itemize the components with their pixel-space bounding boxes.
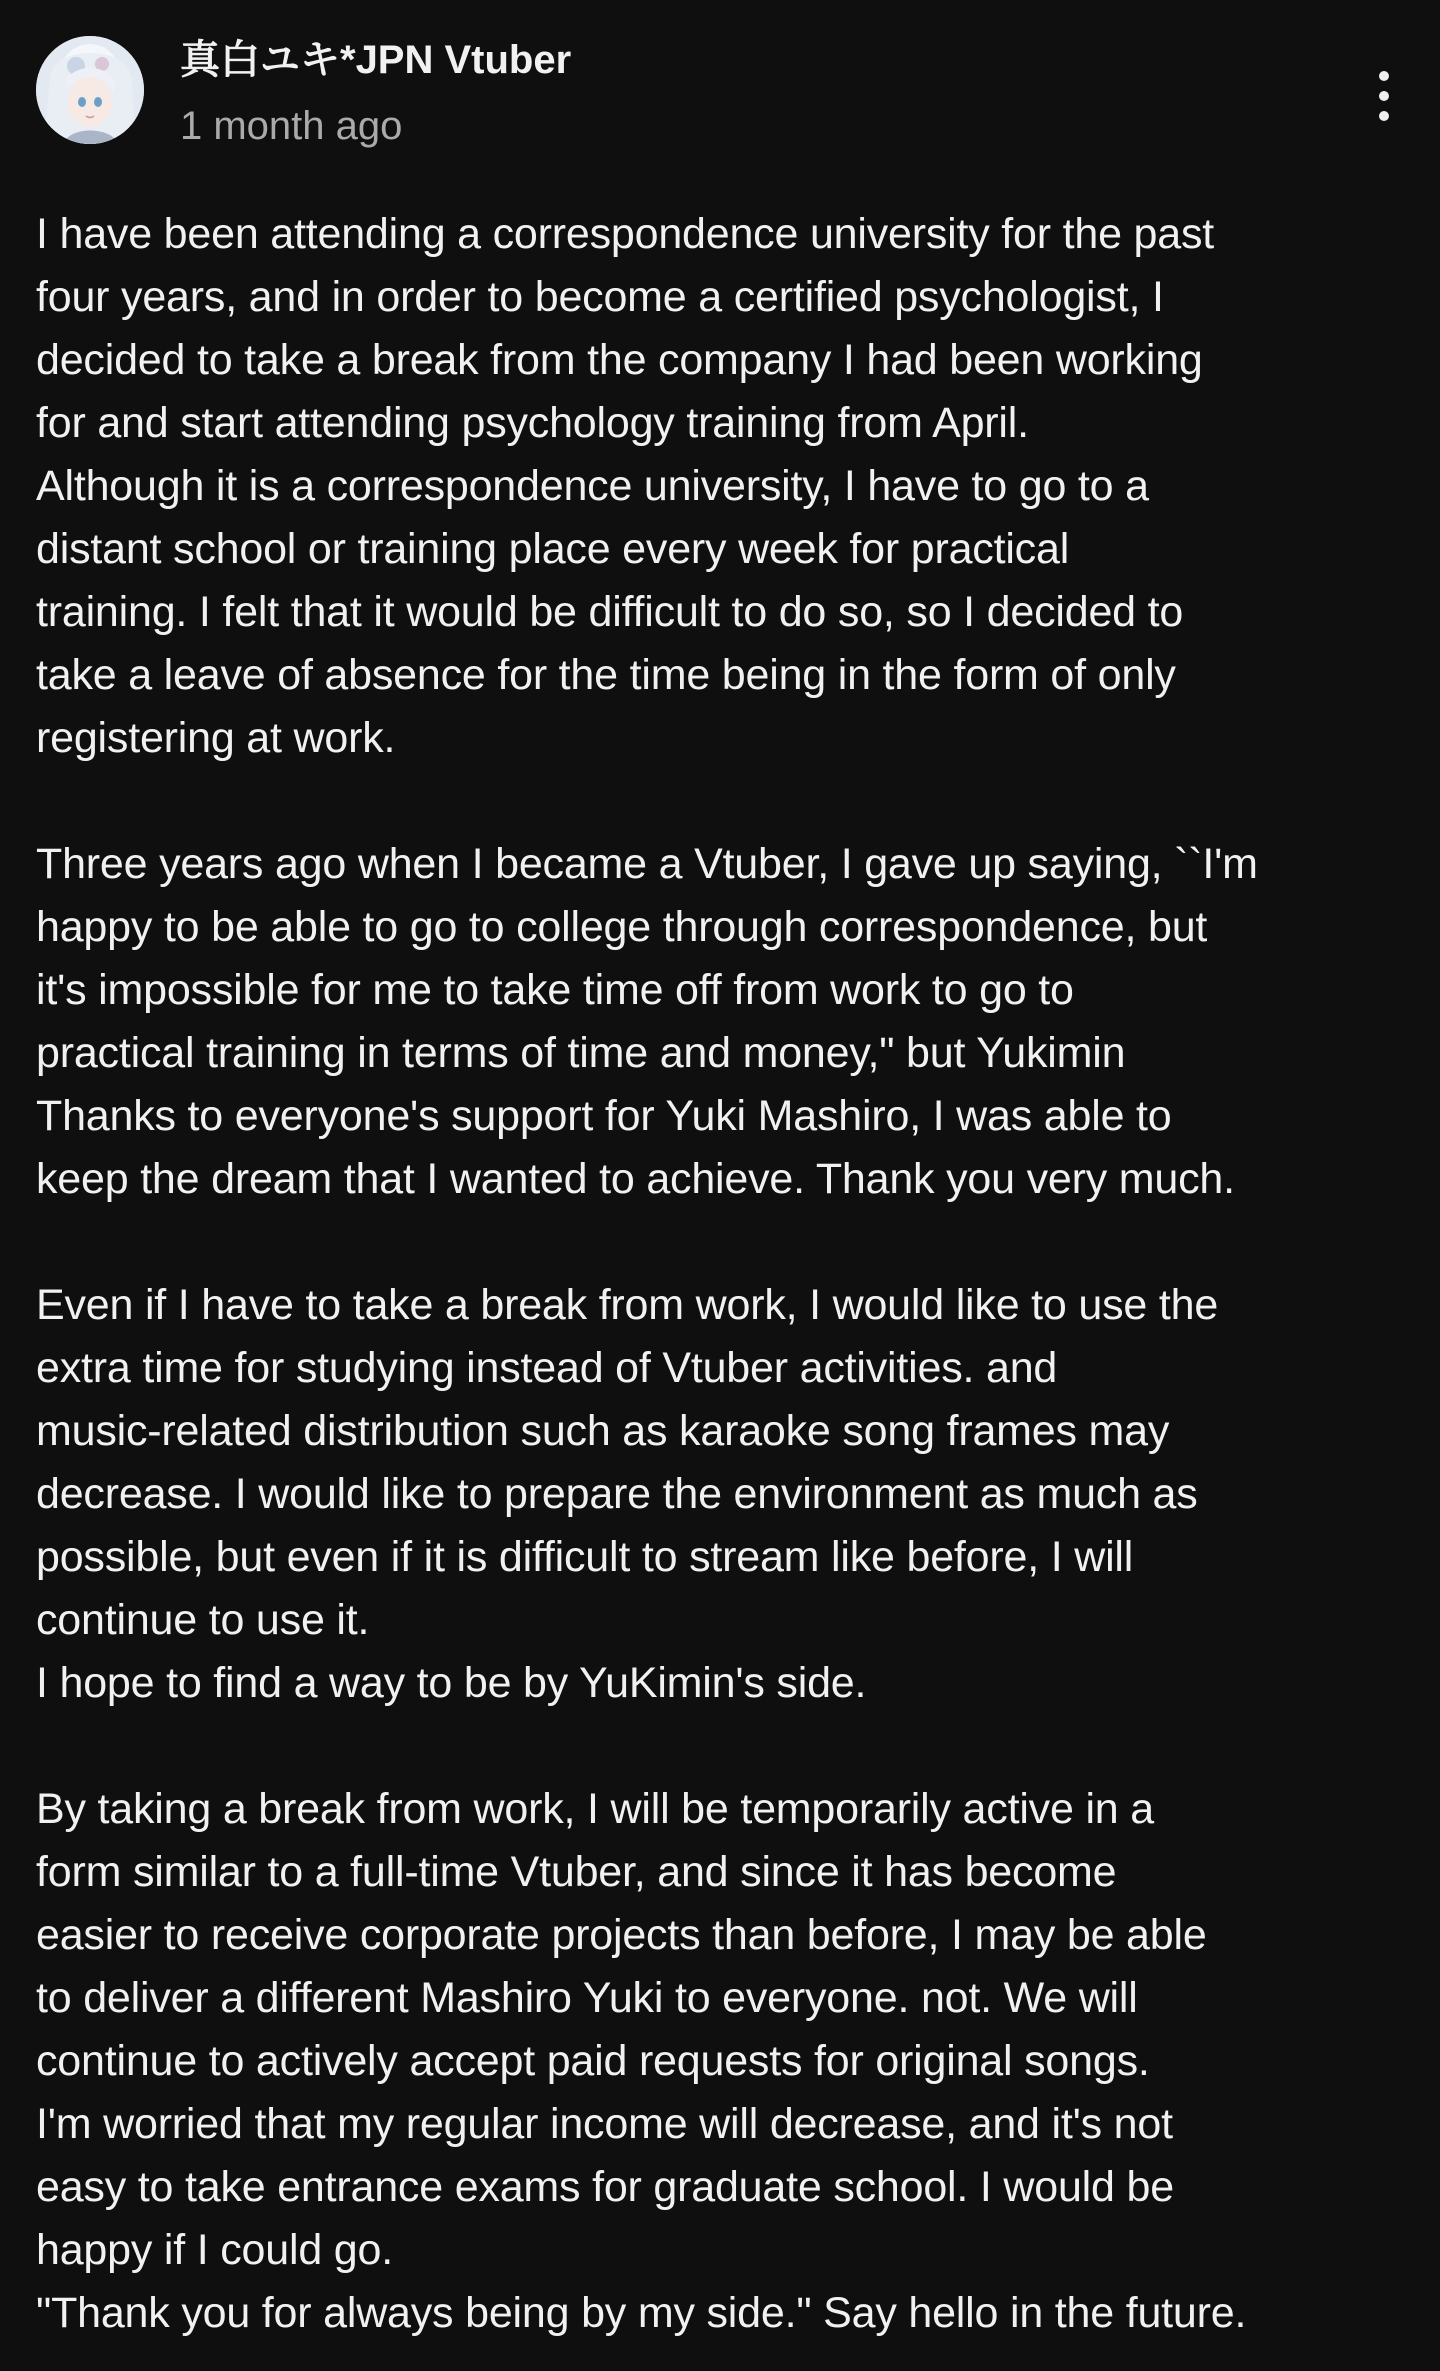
post-body — [36, 203, 1421, 2345]
post-text-line: possible, but even if it is difficult to stream like before, I will — [36, 1533, 1134, 1581]
post-text-line: registering at work. — [36, 714, 396, 762]
post-paragraph — [36, 833, 1421, 1211]
post-text-line: Thanks to everyone's support for Yuki Mashiro, I was able to — [36, 1092, 1172, 1140]
post-text-line: continue to actively accept paid requests for original songs. — [36, 2037, 1150, 2085]
post-text-line: "Thank you for always being by my side." Say hello in the future. — [36, 2289, 1247, 2337]
avatar-image — [36, 36, 144, 144]
post-text-line: extra time for studying instead of Vtuber activities. and — [36, 1344, 1058, 1392]
post-text-line: easy to take entrance exams for graduate school. I would be — [36, 2163, 1174, 2211]
post-paragraph — [36, 1778, 1421, 2345]
post-text-line: I hope to find a way to be by YuKimin's side. — [36, 1659, 867, 1707]
post-text-line: form similar to a full-time Vtuber, and since it has become — [36, 1848, 1117, 1896]
post-text-line: easier to receive corporate projects than before, I may be able — [36, 1911, 1207, 1959]
post-text-line: for and start attending psychology training from April. — [36, 399, 1029, 447]
post-text-line: to deliver a different Mashiro Yuki to everyone. not. We will — [36, 1974, 1138, 2022]
post-header — [36, 36, 1404, 156]
post-text-line: practical training in terms of time and money," but Yukimin — [36, 1029, 1126, 1077]
post-text-line: distant school or training place every week for practical — [36, 525, 1070, 573]
post-text-line: training. I felt that it would be difficult to do so, so I decided to — [36, 588, 1184, 636]
post-paragraph — [36, 1274, 1421, 1715]
post-text-line: I'm worried that my regular income will decrease, and it's not — [36, 2100, 1173, 2148]
post-text-line: music-related distribution such as karaoke song frames may — [36, 1407, 1170, 1455]
post-text-line: decided to take a break from the company I had been working — [36, 336, 1203, 384]
post-text-line: four years, and in order to become a certified psychologist, I — [36, 273, 1164, 321]
author-name[interactable]: 真白ユキ*JPN Vtuber — [180, 38, 572, 82]
post-text-line: decrease. I would like to prepare the environment as much as — [36, 1470, 1198, 1518]
post-text-line: it's impossible for me to take time off from work to go to — [36, 966, 1074, 1014]
post-text-line: keep the dream that I wanted to achieve. Thank you very much. — [36, 1155, 1235, 1203]
post-text-line: take a leave of absence for the time being in the form of only — [36, 651, 1176, 699]
avatar[interactable] — [36, 36, 144, 144]
post-text-line: I have been attending a correspondence university for the past — [36, 210, 1215, 258]
post-paragraph — [36, 203, 1421, 770]
post-text-line: happy to be able to go to college through correspondence, but — [36, 903, 1208, 951]
post-timestamp[interactable]: 1 month ago — [180, 104, 403, 148]
more-options-button[interactable] — [1364, 64, 1404, 128]
post-text-line: By taking a break from work, I will be temporarily active in a — [36, 1785, 1154, 1833]
post-text-line: Although it is a correspondence university, I have to go to a — [36, 462, 1149, 510]
post-text-line: Even if I have to take a break from work, I would like to use the — [36, 1281, 1219, 1329]
post-text-line: Three years ago when I became a Vtuber, I gave up saying, ``I'm — [36, 840, 1258, 888]
more-vertical-icon — [1364, 64, 1404, 128]
post-text-line: continue to use it. — [36, 1596, 370, 1644]
post-text-line: happy if I could go. — [36, 2226, 393, 2274]
